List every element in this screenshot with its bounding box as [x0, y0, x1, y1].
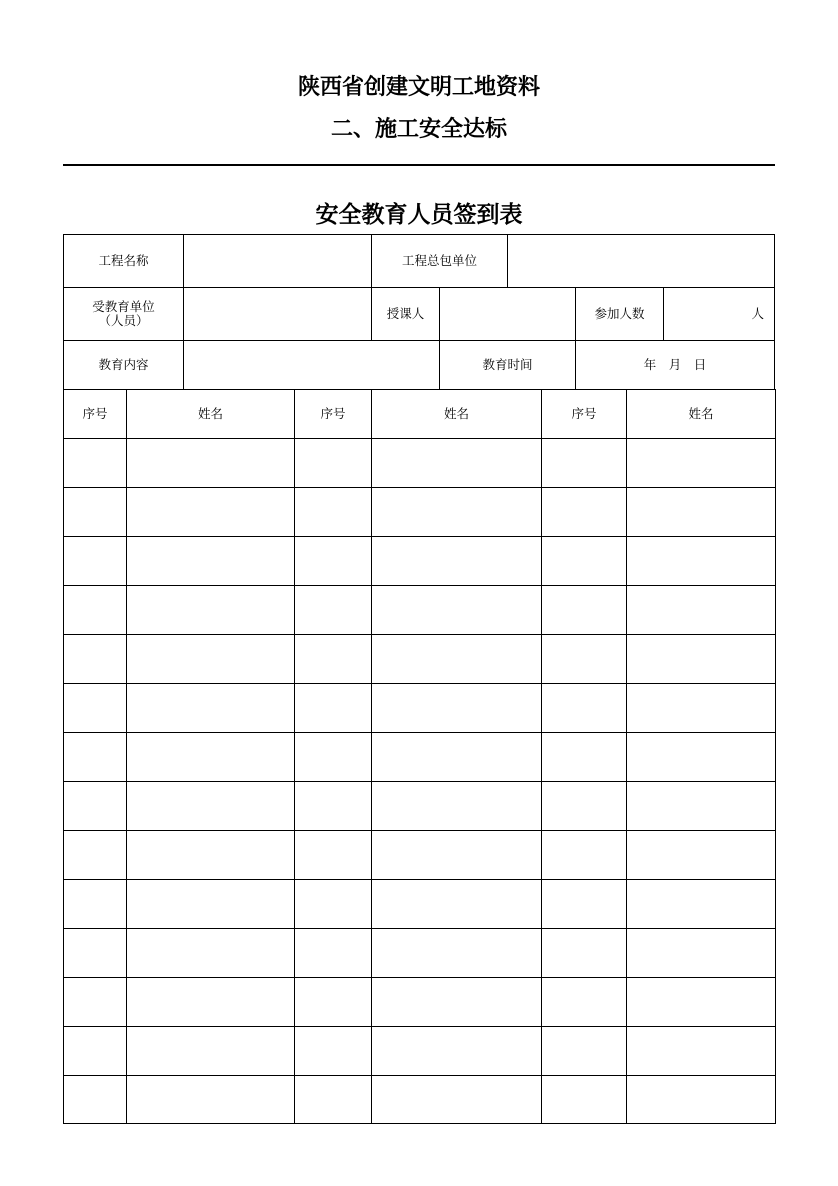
seq-cell[interactable]: [541, 732, 627, 782]
seq-cell[interactable]: [63, 585, 127, 635]
name-header: 姓名: [371, 389, 542, 439]
name-cell[interactable]: [626, 487, 776, 537]
seq-header: 序号: [294, 389, 372, 439]
name-cell[interactable]: [371, 683, 542, 733]
seq-cell[interactable]: [63, 683, 127, 733]
seq-cell[interactable]: [541, 487, 627, 537]
seq-cell[interactable]: [294, 781, 372, 831]
seq-cell[interactable]: [541, 879, 627, 929]
name-cell[interactable]: [126, 487, 295, 537]
name-cell[interactable]: [126, 438, 295, 488]
seq-cell[interactable]: [294, 683, 372, 733]
name-cell[interactable]: [626, 438, 776, 488]
seq-cell[interactable]: [541, 1026, 627, 1076]
name-cell[interactable]: [371, 487, 542, 537]
name-cell[interactable]: [371, 830, 542, 880]
seq-cell[interactable]: [63, 928, 127, 978]
seq-cell[interactable]: [294, 732, 372, 782]
seq-cell[interactable]: [541, 585, 627, 635]
name-cell[interactable]: [126, 634, 295, 684]
seq-cell[interactable]: [294, 1026, 372, 1076]
seq-cell[interactable]: [294, 977, 372, 1027]
seq-cell[interactable]: [294, 585, 372, 635]
contractor-field[interactable]: [507, 234, 775, 288]
seq-cell[interactable]: [63, 977, 127, 1027]
seq-cell[interactable]: [294, 487, 372, 537]
name-cell[interactable]: [626, 1075, 776, 1124]
attendees-field[interactable]: 人: [663, 287, 775, 341]
seq-header: 序号: [63, 389, 127, 439]
project-name-field[interactable]: [183, 234, 372, 288]
attendees-label: 参加人数: [575, 287, 664, 341]
seq-cell[interactable]: [63, 781, 127, 831]
name-cell[interactable]: [371, 879, 542, 929]
name-cell[interactable]: [371, 1026, 542, 1076]
name-cell[interactable]: [126, 536, 295, 586]
divider: [63, 164, 775, 166]
name-cell[interactable]: [126, 683, 295, 733]
name-cell[interactable]: [371, 928, 542, 978]
name-cell[interactable]: [126, 977, 295, 1027]
seq-cell[interactable]: [294, 438, 372, 488]
seq-cell[interactable]: [63, 1026, 127, 1076]
name-cell[interactable]: [371, 536, 542, 586]
org-title: 陕西省创建文明工地资料: [297, 74, 540, 100]
seq-header: 序号: [541, 389, 627, 439]
name-cell[interactable]: [126, 1075, 295, 1124]
name-cell[interactable]: [371, 585, 542, 635]
seq-cell[interactable]: [63, 732, 127, 782]
section-title: 二、施工安全达标: [330, 116, 507, 142]
seq-cell[interactable]: [294, 634, 372, 684]
name-cell[interactable]: [371, 438, 542, 488]
seq-cell[interactable]: [541, 438, 627, 488]
trainee-unit-field[interactable]: [183, 287, 372, 341]
contractor-label: 工程总包单位: [371, 234, 508, 288]
name-cell[interactable]: [626, 781, 776, 831]
trainee-unit-label: 受教育单位（人员）: [63, 287, 184, 341]
seq-cell[interactable]: [541, 781, 627, 831]
time-label: 教育时间: [439, 340, 576, 390]
name-cell[interactable]: [126, 830, 295, 880]
seq-cell[interactable]: [63, 536, 127, 586]
name-cell[interactable]: [126, 928, 295, 978]
seq-cell[interactable]: [541, 977, 627, 1027]
seq-cell[interactable]: [63, 1075, 127, 1124]
name-cell[interactable]: [371, 634, 542, 684]
name-cell[interactable]: [126, 1026, 295, 1076]
lecturer-field[interactable]: [439, 287, 576, 341]
name-header: 姓名: [626, 389, 776, 439]
seq-cell[interactable]: [541, 536, 627, 586]
seq-cell[interactable]: [541, 1075, 627, 1124]
seq-cell[interactable]: [63, 487, 127, 537]
seq-cell[interactable]: [541, 928, 627, 978]
name-cell[interactable]: [626, 536, 776, 586]
seq-cell[interactable]: [63, 634, 127, 684]
name-cell[interactable]: [371, 732, 542, 782]
name-cell[interactable]: [626, 732, 776, 782]
name-cell[interactable]: [626, 928, 776, 978]
name-cell[interactable]: [626, 879, 776, 929]
seq-cell[interactable]: [294, 830, 372, 880]
date-field[interactable]: 年 月 日: [575, 340, 775, 390]
name-cell[interactable]: [626, 683, 776, 733]
seq-cell[interactable]: [294, 928, 372, 978]
form-title: 安全教育人员签到表: [315, 201, 523, 228]
name-cell[interactable]: [626, 977, 776, 1027]
name-cell[interactable]: [626, 830, 776, 880]
seq-cell[interactable]: [294, 1075, 372, 1124]
name-header: 姓名: [126, 389, 295, 439]
content-label: 教育内容: [63, 340, 184, 390]
name-cell[interactable]: [371, 781, 542, 831]
name-cell[interactable]: [626, 585, 776, 635]
name-cell[interactable]: [126, 781, 295, 831]
seq-cell[interactable]: [541, 683, 627, 733]
content-field[interactable]: [183, 340, 440, 390]
seq-cell[interactable]: [294, 879, 372, 929]
project-name-label: 工程名称: [63, 234, 184, 288]
name-cell[interactable]: [371, 977, 542, 1027]
name-cell[interactable]: [126, 585, 295, 635]
name-cell[interactable]: [371, 1075, 542, 1124]
seq-cell[interactable]: [63, 830, 127, 880]
seq-cell[interactable]: [294, 536, 372, 586]
name-cell[interactable]: [126, 732, 295, 782]
seq-cell[interactable]: [541, 634, 627, 684]
seq-cell[interactable]: [63, 438, 127, 488]
seq-cell[interactable]: [541, 830, 627, 880]
lecturer-label: 授课人: [371, 287, 440, 341]
seq-cell[interactable]: [63, 879, 127, 929]
name-cell[interactable]: [126, 879, 295, 929]
name-cell[interactable]: [626, 634, 776, 684]
name-cell[interactable]: [626, 1026, 776, 1076]
